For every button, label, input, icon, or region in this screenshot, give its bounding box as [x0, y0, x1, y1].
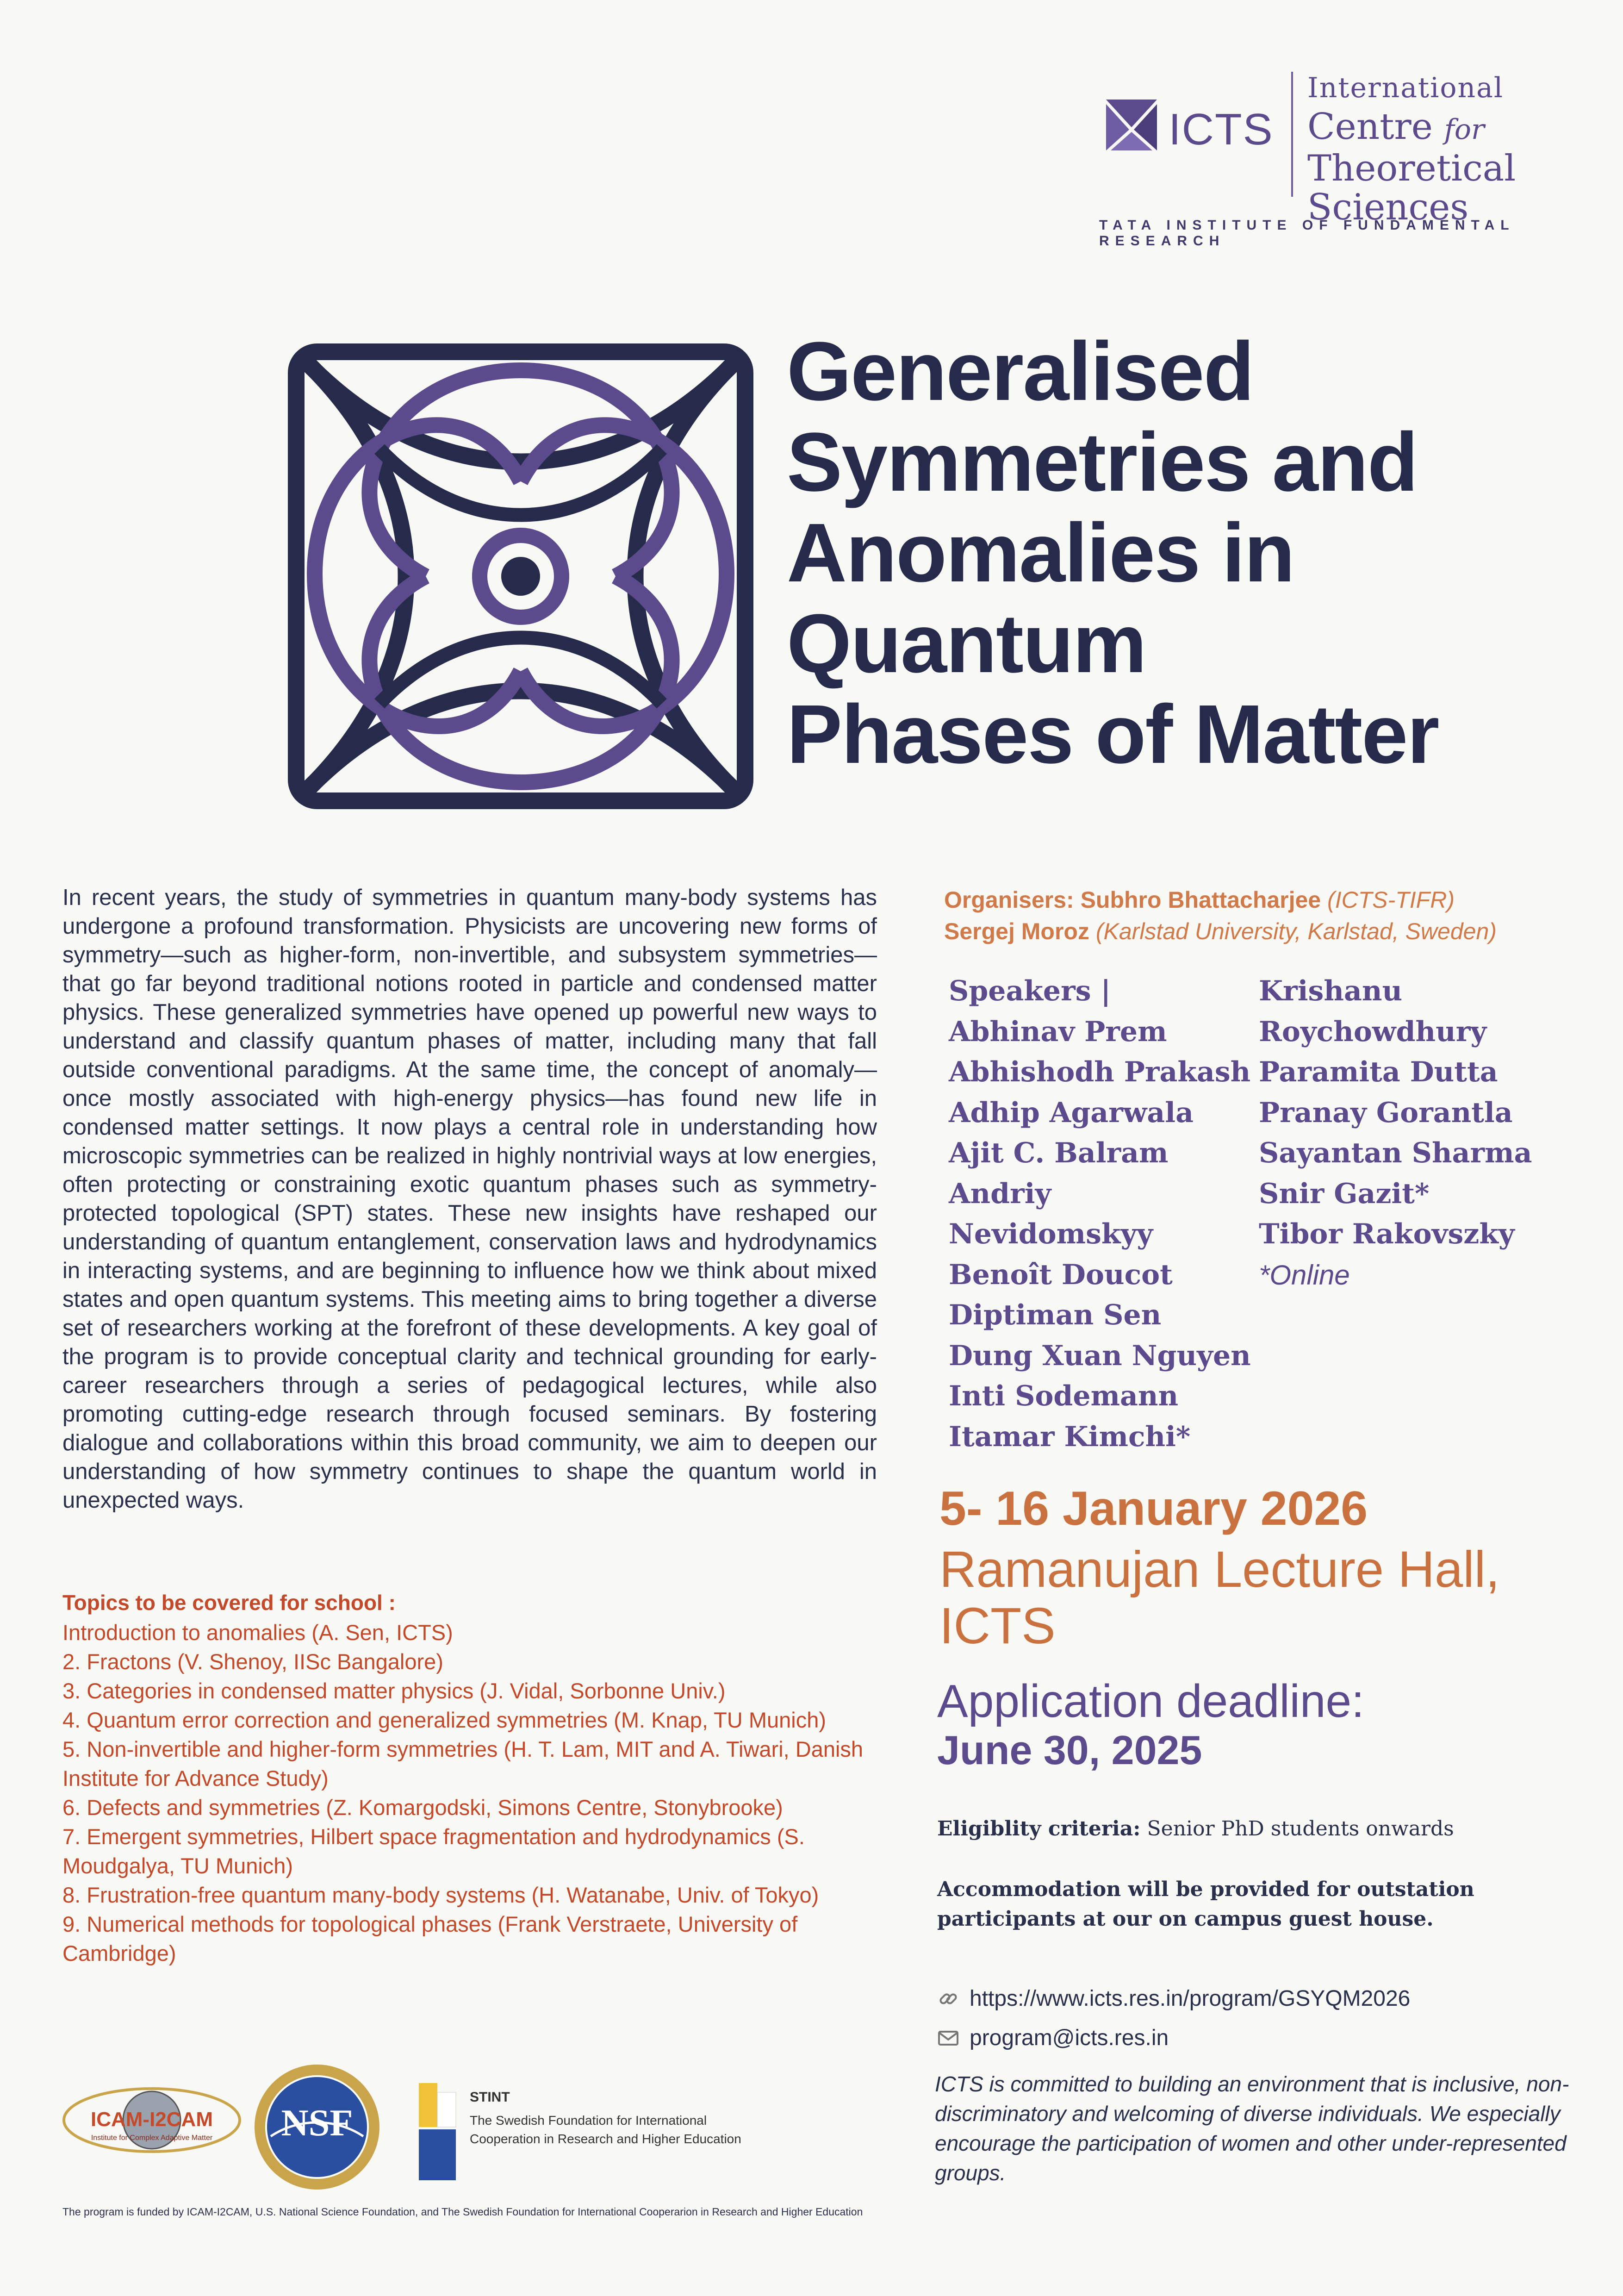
- speaker-name: Krishanu: [1259, 975, 1403, 1007]
- speaker-name: Nevidomskyy: [949, 1218, 1153, 1250]
- logo-for: for: [1444, 113, 1485, 146]
- event-venue: [939, 1541, 1611, 1654]
- speakers-column-2: [1259, 971, 1611, 1295]
- logo-line-theoretical: Theoretical: [1307, 148, 1516, 189]
- email-row[interactable]: [937, 2025, 1169, 2051]
- program-url-row[interactable]: [937, 1986, 1410, 2011]
- speaker-name: Tibor Rakovszky: [1259, 1218, 1515, 1250]
- organisers: [944, 884, 1601, 947]
- online-note: *Online: [1259, 1259, 1350, 1291]
- deadline-date: June 30, 2025: [937, 1727, 1202, 1773]
- stint-logo: [419, 2083, 798, 2185]
- speaker-name: Sayantan Sharma: [1259, 1137, 1532, 1169]
- venue-line: Ramanujan Lecture Hall,: [939, 1541, 1500, 1598]
- logo-divider: [1291, 72, 1293, 197]
- nsf-logo-text: NSF: [281, 2102, 353, 2144]
- icam-logo-subtitle: Institute for Complex Adaptive Matter: [91, 2134, 213, 2142]
- speaker-name: Abhishodh Prakash: [949, 1056, 1251, 1088]
- topic-item: 3. Categories in condensed matter physics (J. Vidal, Sorbonne Univ.): [62, 1678, 726, 1703]
- topic-item: 9. Numerical methods for topological phases (Frank Verstraete, University of Cambridge): [62, 1912, 798, 1965]
- title-line: Quantum: [787, 597, 1146, 690]
- icts-full-name: [1307, 69, 1516, 227]
- eligibility-label: Eligiblity criteria:: [937, 1817, 1141, 1841]
- speaker-name: Benoît Doucot: [949, 1258, 1173, 1291]
- deadline-label: Application deadline:: [937, 1675, 1364, 1727]
- organiser-name: Sergej Moroz: [944, 918, 1089, 944]
- stint-logo-text: STINT: [470, 2090, 510, 2105]
- organiser-affiliation: (ICTS-TIFR): [1327, 887, 1455, 913]
- inclusivity-statement: ICTS is committed to building an environment that is inclusive, non-discriminatory and welcoming of diverse individuals. We especially encourage the participation of women and other under-represented groups.: [935, 2072, 1569, 2185]
- funding-note: The program is funded by ICAM-I2CAM, U.S. National Science Foundation, and The Swedish Foundation for International Cooperarion in Research and Higher Education: [62, 2206, 863, 2218]
- speaker-name: Snir Gazit*: [1259, 1177, 1430, 1210]
- topic-item: 8. Frustration-free quantum many-body systems (H. Watanabe, Univ. of Tokyo): [62, 1883, 819, 1907]
- topic-item: 2. Fractons (V. Shenoy, IISc Bangalore): [62, 1649, 443, 1674]
- page-title: [787, 326, 1597, 780]
- icts-logo-abbr: ICTS: [1169, 105, 1274, 154]
- speaker-name: Paramita Dutta: [1259, 1056, 1498, 1088]
- topic-item: 4. Quantum error correction and generalized symmetries (M. Knap, TU Munich): [62, 1708, 827, 1732]
- speakers-column-1: [949, 971, 1259, 1457]
- speaker-name: Pranay Gorantla: [1259, 1096, 1513, 1129]
- icts-logo-icon: [1101, 95, 1162, 155]
- title-line: Anomalies in: [787, 506, 1294, 599]
- stint-logo-line2: Cooperation in Research and Higher Education: [470, 2132, 741, 2146]
- organisers-label: Organisers:: [944, 887, 1074, 913]
- accommodation-note: Accommodation will be provided for outstation participants at our on campus guest house.: [937, 1878, 1474, 1931]
- symmetry-emblem-icon: [287, 343, 754, 810]
- icam-logo-text: ICAM-I2CAM: [91, 2108, 213, 2131]
- email-link[interactable]: program@icts.res.in: [970, 2026, 1169, 2050]
- speaker-name: Ajit C. Balram: [949, 1137, 1169, 1169]
- tifr-label: TATA INSTITUTE OF FUNDAMENTAL RESEARCH: [1099, 218, 1515, 249]
- eligibility: [937, 1817, 1454, 1841]
- venue-line: ICTS: [939, 1597, 1056, 1654]
- icam-logo: [59, 2085, 244, 2155]
- mail-icon: [937, 2027, 959, 2049]
- logo-line-centre: Centre: [1307, 106, 1433, 148]
- event-dates: 5- 16 January 2026: [939, 1482, 1368, 1535]
- intro-paragraph: In recent years, the study of symmetries in quantum many-body systems has undergone a profound transformation. Physicists are uncovering new forms of symmetry—such as higher-form, non-invertible, and subsystem symmetries—that go far beyond traditional notions rooted in particle and condensed matter physics. These generalized symmetries have opened up powerful new ways to understand and classify quantum phases of matter, including many that fall outside conventional paradigms. At the same time, the concept of anomaly—once mostly associated with high-energy physics—has found new life in condensed matter settings. It now plays a central role in understanding how microscopic symmetries can be realized in highly nontrivial ways at low energies, often protecting or constraining exotic quantum phases such as symmetry-protected topological (SPT) states. These new insights have reshaped our understanding of quantum entanglement, conservation laws and hydrodynamics in interacting systems, and are beginning to influence how we think about mixed states and open quantum systems. This meeting aims to bring together a diverse set of researchers working at the forefront of these developments. A key goal of the program is to provide conceptual clarity and technical grounding for early-career researchers through a series of pedagogical lectures, while also promoting cutting-edge research through focused seminars. By fostering dialogue and collaborations within this broad community, we aim to deepen our understanding of how symmetry continues to shape the quantum world in unexpected ways.: [62, 885, 877, 1513]
- speakers-label: Speakers |: [949, 975, 1111, 1007]
- speaker-name: Inti Sodemann: [949, 1380, 1179, 1412]
- speaker-name: Andriy: [949, 1177, 1051, 1210]
- topic-item: Introduction to anomalies (A. Sen, ICTS): [62, 1620, 453, 1645]
- speaker-name: Adhip Agarwala: [949, 1096, 1194, 1129]
- organiser-affiliation: (Karlstad University, Karlstad, Sweden): [1095, 918, 1497, 944]
- speaker-name: Abhinav Prem: [949, 1015, 1167, 1048]
- logo-line-international: International: [1307, 72, 1504, 104]
- program-url-link[interactable]: https://www.icts.res.in/program/GSYQM2026: [970, 1986, 1411, 2011]
- title-line: Phases of Matter: [787, 688, 1439, 781]
- stint-logo-line1: The Swedish Foundation for International: [470, 2113, 707, 2128]
- organiser-name: Subhro Bhattacharjee: [1080, 887, 1321, 913]
- speaker-name: Itamar Kimchi*: [949, 1420, 1191, 1453]
- topic-item: 6. Defects and symmetries (Z. Komargodski, Simons Centre, Stonybrooke): [62, 1795, 783, 1820]
- title-line: Generalised: [787, 325, 1254, 418]
- logo-line-sciences: Sciences: [1307, 187, 1469, 228]
- eligibility-value: Senior PhD students onwards: [1147, 1817, 1454, 1841]
- topic-item: 5. Non-invertible and higher-form symmetries (H. T. Lam, MIT and A. Tiwari, Danish Institute for Advance Study): [62, 1737, 864, 1791]
- speaker-name: Roychowdhury: [1259, 1015, 1487, 1048]
- topic-item: 7. Emergent symmetries, Hilbert space fragmentation and hydrodynamics (S. Moudgalya, TU Munich): [62, 1824, 805, 1878]
- title-line: Symmetries and: [787, 416, 1418, 509]
- speaker-name: Dung Xuan Nguyen: [949, 1339, 1251, 1372]
- topics-list: [62, 1618, 895, 1968]
- topics-heading: Topics to be covered for school :: [62, 1591, 396, 1615]
- speaker-name: Diptiman Sen: [949, 1299, 1162, 1331]
- link-icon: [937, 1988, 959, 2010]
- nsf-logo: [252, 2062, 382, 2192]
